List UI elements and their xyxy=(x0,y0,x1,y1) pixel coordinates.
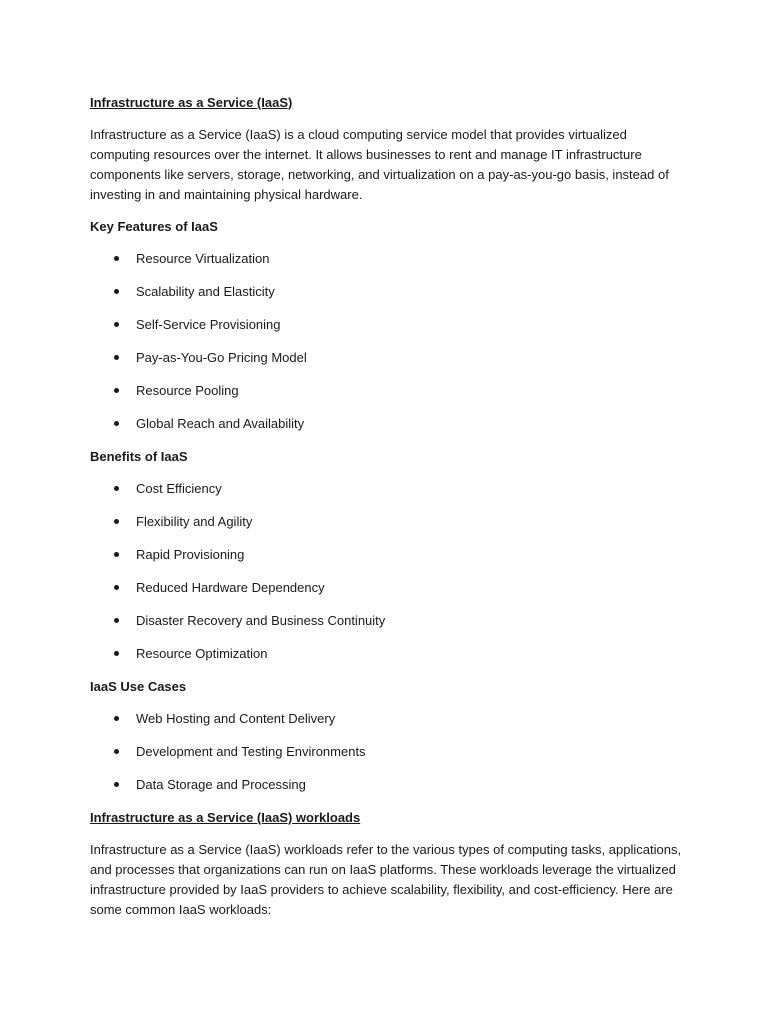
list-item-text: Pay-as-You-Go Pricing Model xyxy=(136,350,307,365)
list-item-text: Disaster Recovery and Business Continuity xyxy=(136,613,386,628)
bullet-icon xyxy=(114,486,119,491)
list-item xyxy=(90,479,690,499)
list-item xyxy=(90,512,690,532)
list-item xyxy=(90,775,690,795)
section-title-workloads: Infrastructure as a Service (IaaS) workloads xyxy=(90,810,361,825)
list-item xyxy=(90,282,690,302)
bullet-icon xyxy=(114,519,119,524)
bullet-icon xyxy=(114,618,119,623)
bullet-icon xyxy=(114,552,119,557)
list-item xyxy=(90,381,690,401)
section-title-iaas: Infrastructure as a Service (IaaS) xyxy=(90,95,293,110)
list-item xyxy=(90,611,690,631)
intro-paragraph: Infrastructure as a Service (IaaS) is a cloud computing service model that provides virtualized computing resources over the internet. It allows businesses to rent and manage IT infrastructure components like servers, storage, networking, and virtualization on a pay-as-you-go basis, instead of investing in and maintaining physical hardware. xyxy=(90,127,669,202)
list-item-text: Scalability and Elasticity xyxy=(136,284,275,299)
bullet-icon xyxy=(114,782,119,787)
list-item-text: Resource Optimization xyxy=(136,646,268,661)
list-item-text: Self-Service Provisioning xyxy=(136,317,281,332)
bullet-icon xyxy=(114,716,119,721)
list-item-text: Resource Pooling xyxy=(136,383,239,398)
list-item-text: Rapid Provisioning xyxy=(136,547,245,562)
bullet-icon xyxy=(114,355,119,360)
section-title-use-cases: IaaS Use Cases xyxy=(90,679,187,694)
list-item-text: Global Reach and Availability xyxy=(136,416,305,431)
list-item-text: Reduced Hardware Dependency xyxy=(136,580,325,595)
list-item-text: Cost Efficiency xyxy=(136,481,222,496)
bullet-icon xyxy=(114,322,119,327)
list-item-text: Data Storage and Processing xyxy=(136,777,306,792)
bullet-icon xyxy=(114,421,119,426)
bullet-icon xyxy=(114,651,119,656)
document-page xyxy=(90,93,690,932)
bullet-icon xyxy=(114,388,119,393)
section-title-key-features: Key Features of IaaS xyxy=(90,219,218,234)
list-item xyxy=(90,249,690,269)
bullet-icon xyxy=(114,749,119,754)
key-features-list xyxy=(90,249,690,434)
list-item-text: Web Hosting and Content Delivery xyxy=(136,711,336,726)
benefits-list xyxy=(90,479,690,664)
list-item xyxy=(90,709,690,729)
workloads-paragraph: Infrastructure as a Service (IaaS) workloads refer to the various types of computing tasks, applications, and processes that organizations can run on IaaS platforms. These workloads leverage the virtualized infrastructure provided by IaaS providers to achieve scalability, flexibility, and cost-efficiency. Here are some common IaaS workloads: xyxy=(90,842,682,917)
use-cases-list xyxy=(90,709,690,795)
list-item xyxy=(90,644,690,664)
list-item xyxy=(90,315,690,335)
bullet-icon xyxy=(114,289,119,294)
list-item xyxy=(90,348,690,368)
section-title-benefits: Benefits of IaaS xyxy=(90,449,188,464)
list-item-text: Development and Testing Environments xyxy=(136,744,366,759)
list-item-text: Flexibility and Agility xyxy=(136,514,253,529)
bullet-icon xyxy=(114,256,119,261)
bullet-icon xyxy=(114,585,119,590)
list-item-text: Resource Virtualization xyxy=(136,251,270,266)
list-item xyxy=(90,414,690,434)
list-item xyxy=(90,742,690,762)
list-item xyxy=(90,545,690,565)
list-item xyxy=(90,578,690,598)
